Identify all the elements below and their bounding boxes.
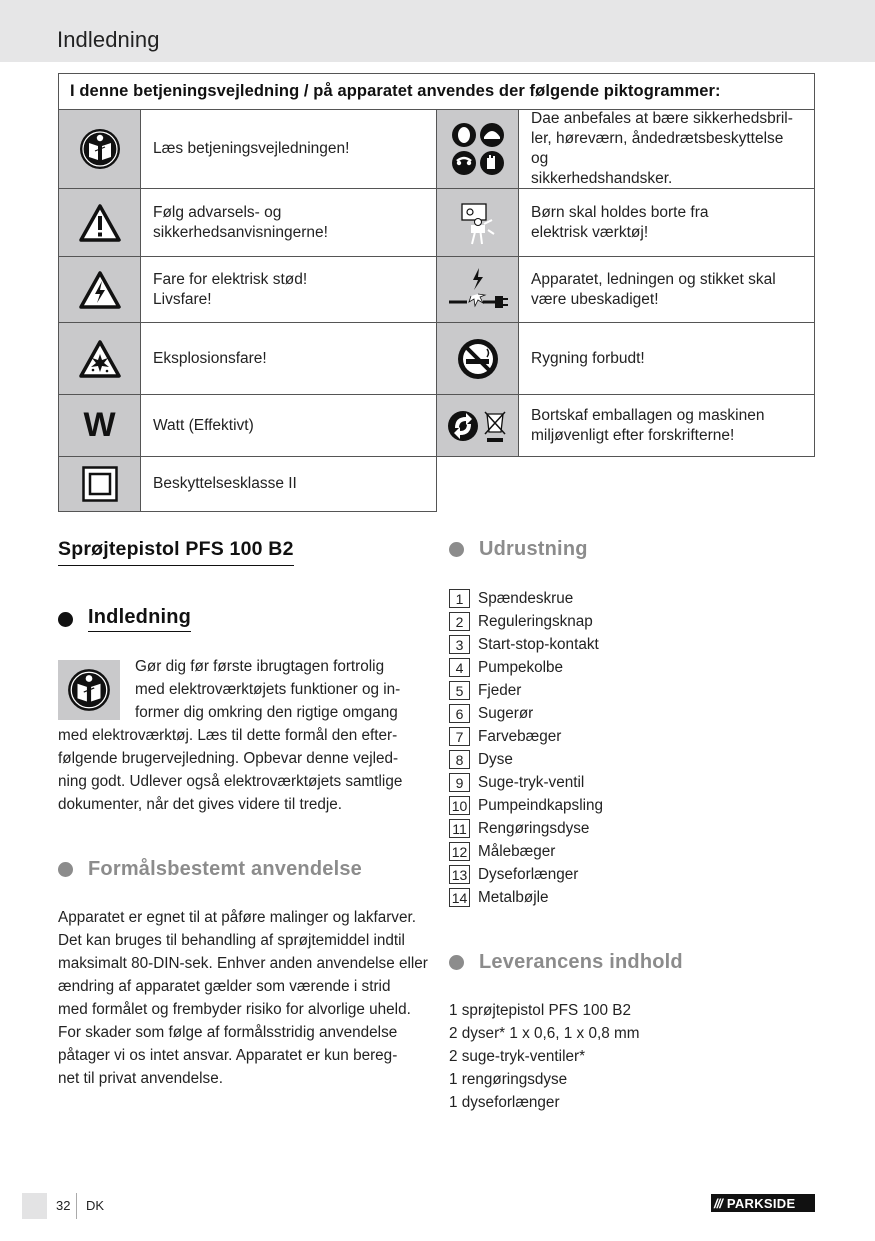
text-line: følgende brugervejledning. Opbevar denne vejled-: [58, 750, 399, 767]
part-label: Spændeskrue: [478, 589, 574, 607]
pictogram-label: Børn skal holdes borte fra: [531, 203, 709, 221]
part-number: 14: [449, 888, 470, 907]
introduction-text: [58, 655, 423, 816]
keep-children-away-icon: [437, 189, 519, 256]
list-item: 2 suge-tryk-ventiler*: [449, 1048, 586, 1065]
list-item: [449, 794, 829, 817]
list-item: [449, 817, 829, 840]
pictogram-label: Dae anbefales at bære sikkerhedsbril-: [531, 110, 793, 127]
pictogram-label: Beskyttelsesklasse II: [153, 475, 297, 492]
footer-divider: [76, 1193, 77, 1219]
bullet-dot: [449, 955, 464, 970]
text-line: Gør dig før første ibrugtagen fortrolig: [135, 658, 385, 675]
bullet-dot: [449, 542, 464, 557]
pictogram-row-watt: [58, 395, 437, 457]
pictogram-label: Læs betjeningsvejledningen!: [153, 140, 350, 157]
part-label: Dyse: [478, 750, 513, 768]
part-number: 11: [449, 819, 470, 838]
pictogram-label: ler, høreværn, åndedrætsbeskyttelse og: [531, 130, 784, 167]
text-line: dokumenter, når det gives videre til tredje.: [58, 796, 342, 813]
protection-class-ii-icon: [59, 457, 141, 511]
part-number: 9: [449, 773, 470, 792]
list-item: [449, 748, 829, 771]
bullet-dot: [58, 612, 73, 627]
intended-use-text: [58, 906, 428, 1090]
list-item: [449, 610, 829, 633]
pictogram-label: være ubeskadiget!: [531, 290, 659, 308]
pictogram-label: Følg advarsels- og: [153, 203, 282, 221]
part-label: Dyseforlænger: [478, 865, 579, 883]
language-code: DK: [86, 1198, 105, 1213]
part-label: Rengøringsdyse: [478, 819, 590, 837]
part-label: Start-stop-kontakt: [478, 635, 599, 653]
part-number: 10: [449, 796, 470, 815]
part-label: Sugerør: [478, 704, 534, 722]
recycling-icon: [437, 395, 519, 456]
no-smoking-icon: [437, 323, 519, 394]
pictogram-label: Fare for elektrisk stød!: [153, 270, 308, 288]
text-line: For skader som følge af formålsstridig anvendelse: [58, 1024, 398, 1041]
safety-equipment-icon: [437, 110, 519, 188]
pictogram-label: Eksplosionsfare!: [153, 349, 267, 367]
part-number: 13: [449, 865, 470, 884]
part-label: Pumpeindkapsling: [478, 796, 604, 814]
section-heading-label: Leverancens indhold: [479, 951, 683, 973]
pictogram-row-electric-shock: [58, 257, 437, 323]
text-line: Det kan bruges til behandling af sprøjtemiddel indtil: [58, 932, 405, 949]
part-label: Målebæger: [478, 842, 556, 860]
pictogram-row-damaged-cable: [436, 257, 815, 323]
watt-icon: [59, 395, 141, 456]
list-item: [449, 863, 829, 886]
text-line: påtager vi os intet ansvar. Apparatet er kun bereg-: [58, 1047, 398, 1064]
pictogram-label: Bortskaf emballagen og maskinen: [531, 406, 765, 424]
section-heading-label: Formålsbestemt anvendelse: [88, 858, 362, 880]
damaged-cable-icon: [437, 257, 519, 322]
part-label: Pumpekolbe: [478, 658, 564, 676]
text-line: Apparatet er egnet til at påføre malinger og lakfarver.: [58, 909, 416, 926]
list-item: [449, 886, 829, 909]
part-number: 8: [449, 750, 470, 769]
part-label: Fjeder: [478, 681, 522, 699]
brand-logo: [711, 1194, 815, 1212]
pictogram-label: elektrisk værktøj!: [531, 223, 649, 241]
section-heading-introduction: [58, 606, 191, 632]
list-item: [449, 702, 829, 725]
list-item: 2 dyser* 1 x 0,6, 1 x 0,8 mm: [449, 1025, 640, 1042]
part-number: 3: [449, 635, 470, 654]
pictogram-label: miljøvenligt efter forskrifterne!: [531, 426, 735, 444]
explosion-icon: [59, 323, 141, 394]
part-number: 5: [449, 681, 470, 700]
list-item: [449, 587, 829, 610]
text-line: ning godt. Udlever også elektroværktøjets samtlige: [58, 773, 403, 790]
pictogram-row-explosion: [58, 323, 437, 395]
pictogram-row-warning: [58, 189, 437, 257]
pictogram-row-recycling: [436, 395, 815, 457]
read-manual-icon: [59, 110, 141, 188]
list-item: [449, 771, 829, 794]
brand-slashes: ///: [714, 1195, 722, 1211]
pictogram-table-heading: I denne betjeningsvejledning / på apparatet anvendes der følgende piktogrammer:: [58, 73, 815, 110]
part-number: 7: [449, 727, 470, 746]
electric-shock-icon: [59, 257, 141, 322]
pictogram-label: sikkerhedshandsker.: [531, 170, 673, 187]
pictogram-row-protection-class: [58, 457, 437, 512]
section-heading-equipment: [449, 538, 588, 561]
page-number: 32: [56, 1198, 71, 1213]
text-line: net til privat anvendelse.: [58, 1070, 223, 1087]
footer-tab: [22, 1193, 47, 1219]
list-item: 1 rengøringsdyse: [449, 1071, 568, 1088]
section-heading-intended-use: [58, 858, 362, 881]
text-line: med elektroværktøjets funktioner og in-: [135, 681, 401, 698]
part-number: 2: [449, 612, 470, 631]
watt-glyph: W: [83, 406, 116, 444]
part-number: 1: [449, 589, 470, 608]
list-item: [449, 656, 829, 679]
part-label: Suge-tryk-ventil: [478, 773, 585, 791]
text-line: maksimalt 80-DIN-sek. Enhver anden anvendelse eller: [58, 955, 428, 972]
pictogram-label: Apparatet, ledningen og stikket skal: [531, 270, 776, 288]
pictogram-label: Livsfare!: [153, 290, 212, 308]
section-heading-delivery: [449, 951, 683, 974]
text-line: med formålet og frembyder risiko for alvorlige uheld.: [58, 1001, 411, 1018]
pictogram-label: Watt (Effektivt): [153, 416, 254, 434]
pictogram-table: [58, 73, 815, 512]
pictogram-label: sikkerhedsanvisningerne!: [153, 223, 328, 241]
section-heading-label: Udrustning: [479, 538, 588, 560]
part-number: 6: [449, 704, 470, 723]
list-item: [449, 840, 829, 863]
part-number: 4: [449, 658, 470, 677]
part-label: Reguleringsknap: [478, 612, 593, 630]
warning-triangle-icon: [59, 189, 141, 256]
pictogram-row-children: [436, 189, 815, 257]
product-title: Sprøjtepistol PFS 100 B2: [58, 538, 294, 566]
brand-name: PARKSIDE: [726, 1195, 796, 1211]
pictogram-row-safety-equipment: [436, 110, 815, 189]
part-label: Farvebæger: [478, 727, 562, 745]
list-item: 1 dyseforlænger: [449, 1094, 560, 1111]
text-line: former dig omkring den rigtige omgang: [135, 704, 398, 721]
pictogram-row-no-smoking: [436, 323, 815, 395]
text-line: ændring af apparatet gælder som værende i strid: [58, 978, 391, 995]
pictogram-label: Rygning forbudt!: [531, 349, 645, 367]
part-number: 12: [449, 842, 470, 861]
pictogram-row-read-manual: [58, 110, 437, 189]
list-item: 1 sprøjtepistol PFS 100 B2: [449, 1002, 631, 1019]
text-line: med elektroværktøj. Læs til dette formål den efter-: [58, 727, 398, 744]
delivery-contents-list: [449, 999, 639, 1114]
parts-list: [449, 587, 829, 909]
list-item: [449, 725, 829, 748]
part-label: Metalbøjle: [478, 888, 549, 906]
section-heading-label: Indledning: [88, 606, 191, 632]
page-title: Indledning: [57, 27, 160, 52]
bullet-dot: [58, 862, 73, 877]
list-item: [449, 679, 829, 702]
list-item: [449, 633, 829, 656]
